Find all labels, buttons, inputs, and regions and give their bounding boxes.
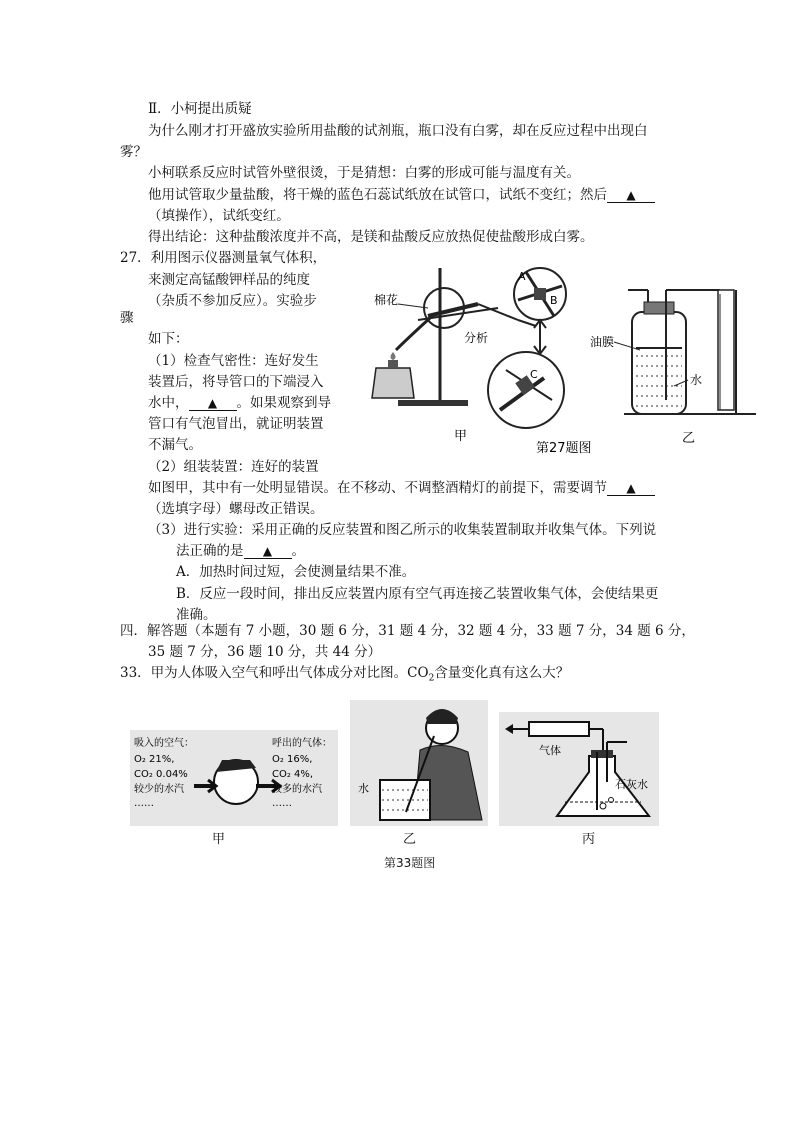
label-a: A [518, 270, 526, 283]
paragraph-line [148, 186, 655, 205]
option-b: B．反应一段时间，排出反应装置内原有空气再连接乙装置收集气体，会使结果更 [176, 586, 659, 602]
answer-blank[interactable]: ▲ [607, 188, 655, 203]
step-2-text [148, 479, 655, 498]
paragraph-line: 雾？ [120, 144, 147, 160]
subscript: 2 [428, 673, 435, 684]
inhaled-o2: O₂ 21%, [134, 754, 175, 765]
step-2-text: （选填字母）螺母改正错误。 [148, 501, 324, 517]
step-3-text [176, 542, 305, 561]
label-b: B [550, 294, 558, 307]
step-1-text [148, 394, 331, 413]
figure-27-caption: 第27题图 [536, 441, 592, 456]
paragraph-text: 他用试管取少量盐酸，将干燥的蓝色石蕊试纸放在试管口，试纸不变红；然后 [148, 187, 607, 203]
figure-27 [368, 260, 760, 458]
exhaled-co2: CO₂ 4%, [272, 769, 314, 780]
step-1-text: 不漏气。 [148, 437, 202, 453]
inhaled-vapor: 较少的水汽 [134, 784, 184, 795]
section-heading: 35 题 7 分，36 题 10 分，共 44 分） [148, 644, 382, 660]
step-2-text: （2）组装装置：连好的装置 [148, 459, 319, 475]
oil-film-label: 油膜 [590, 335, 615, 349]
figure-33-yi [350, 700, 488, 826]
step-1-text: （1）检查气密性：连好发生 [148, 353, 319, 369]
step-2-text-pre: 如图甲，其中有一处明显错误。在不移动、不调整酒精灯的前提下，需要调节 [148, 480, 607, 496]
question-27-text: 如下： [148, 331, 189, 347]
water-label: 水 [690, 373, 703, 387]
step-3-text-pre: 法正确的是 [176, 543, 244, 559]
step-1-text: 装置后，将导管口的下端浸入 [148, 374, 324, 390]
gas-label: 气体 [539, 744, 561, 757]
question-33-pre: 33．甲为人体吸入空气和呼出气体成分对比图。CO [120, 665, 429, 681]
exhaled-label: 呼出的气体： [272, 738, 332, 749]
question-27-text: 骤 [120, 310, 134, 326]
question-33-text [120, 664, 569, 689]
question-33-post: 含量变化真有这么大？ [434, 665, 570, 681]
paragraph-line: 得出结论：这种盐酸浓度并不高，是镁和盐酸反应放热促使盐酸形成白雾。 [148, 229, 594, 245]
section-heading: 四．解答题（本题有 7 小题，30 题 6 分，31 题 4 分，32 题 4 分，33 题 7 分，34 题 6 分， [120, 623, 695, 639]
step-1-text-pre: 水中， [148, 395, 189, 411]
label-c: C [530, 368, 538, 381]
exhaled-o2: O₂ 16%, [272, 754, 313, 765]
question-27-text: （杂质不参加反应）。实验步 [148, 293, 317, 309]
step-3-text-post: 。 [291, 543, 305, 559]
exhaled-vapor: 较多的水汽 [272, 784, 322, 795]
option-a: A．加热时间过短，会使测量结果不准。 [176, 564, 416, 580]
question-27-text: 27．利用图示仪器测量氧气体积， [120, 250, 327, 266]
inhaled-label: 吸入的空气： [134, 738, 194, 749]
figure-label-yi: 乙 [403, 832, 417, 847]
figure-33-caption: 第33题图 [384, 856, 436, 870]
option-b: 准确。 [176, 607, 217, 623]
answer-blank[interactable]: ▲ [189, 396, 237, 411]
paragraph-line: （填操作），试纸变红。 [148, 208, 290, 224]
answer-blank[interactable]: ▲ [607, 481, 655, 496]
answer-blank[interactable]: ▲ [244, 544, 292, 559]
section-heading: Ⅱ．小柯提出质疑 [148, 101, 252, 117]
limewater-label: 石灰水 [615, 778, 648, 791]
paragraph-line: 小柯联系反应时试管外壁很烫，于是猜想：白雾的形成可能与温度有关。 [148, 165, 580, 181]
analysis-label: 分析 [464, 331, 489, 345]
step-1-text-post: 。如果观察到导 [236, 395, 331, 411]
figure-label-jia: 甲 [212, 832, 226, 847]
figure-33-bing [499, 712, 659, 826]
exhaled-more: …… [272, 798, 292, 809]
figure-label-jia: 甲 [454, 429, 468, 444]
question-27-text: 来测定高锰酸钾样品的纯度 [148, 272, 310, 288]
cotton-label: 棉花 [374, 293, 399, 307]
figure-label-bing: 丙 [582, 832, 596, 847]
figure-label-yi: 乙 [682, 431, 696, 446]
figure-33-jia [130, 730, 338, 826]
paragraph-line: 为什么刚才打开盛放实验所用盐酸的试剂瓶，瓶口没有白雾，却在反应过程中出现白 [148, 123, 648, 139]
inhaled-more: …… [134, 798, 154, 809]
water-label: 水 [358, 782, 369, 795]
inhaled-co2: CO₂ 0.04% [134, 769, 188, 780]
step-1-text: 管口有气泡冒出，就证明装置 [148, 416, 324, 432]
step-3-text: （3）进行实验：采用正确的反应装置和图乙所示的收集装置制取并收集气体。下列说 [148, 522, 657, 538]
